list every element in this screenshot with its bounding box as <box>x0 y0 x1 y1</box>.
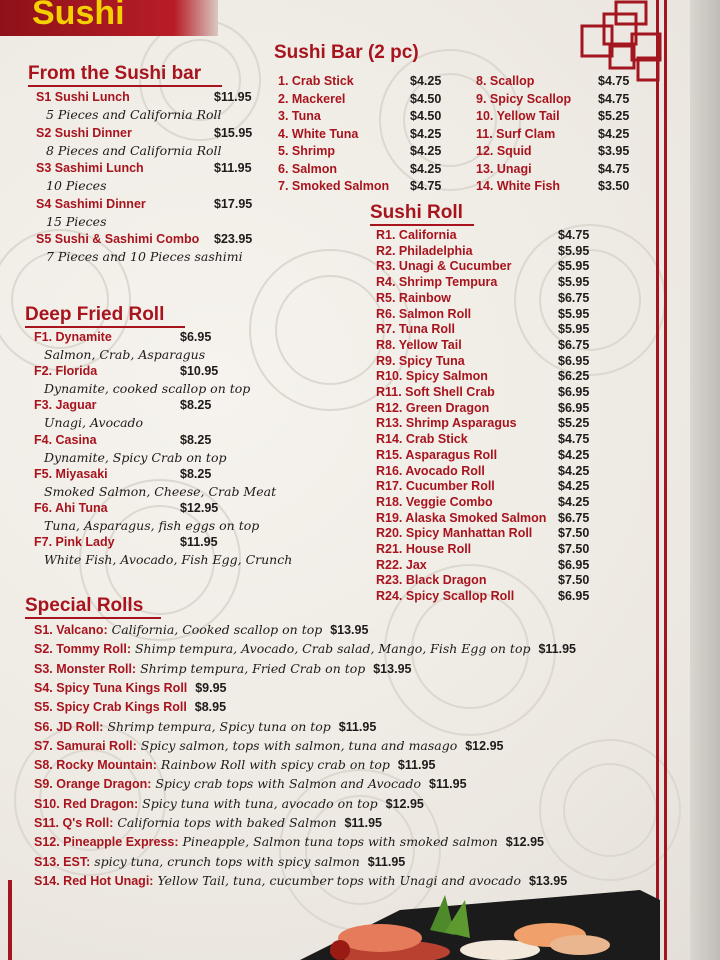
special-roll-name: S5. Spicy Crab Kings Roll <box>34 700 187 715</box>
deep-fried-item-name: F3. Jaguar <box>34 398 97 413</box>
special-roll-name: S10. Red Dragon: <box>34 796 139 811</box>
deep-fried-item-desc: Smoked Salmon, Cheese, Crab Meat <box>44 483 277 499</box>
section-title-sushi-bar: Sushi Bar (2 pc) <box>274 42 419 63</box>
deep-fried-item-desc: Tuna, Asparagus, fish eggs on top <box>44 518 260 533</box>
sushi-roll-item-price: $6.95 <box>558 400 590 415</box>
sushi-bar-item-name: 4. White Tuna <box>278 126 359 141</box>
from-bar-item-desc: 15 Pieces <box>46 213 107 229</box>
deep-fried-item-price: $8.25 <box>180 398 212 413</box>
sushi-roll-item-price: $6.75 <box>558 337 590 352</box>
special-roll-desc: Spicy crab tops with Salmon and Avocado <box>151 776 422 792</box>
special-roll-price: $12.95 <box>385 796 424 811</box>
sushi-bar-item-price: $3.95 <box>598 144 630 158</box>
special-roll-desc: Spicy salmon, tops with salmon, tuna and masago <box>136 737 458 753</box>
deep-fried-item-desc: White Fish, Avocado, Fish Egg, Crunch <box>44 552 293 568</box>
special-roll-row <box>34 719 376 734</box>
special-roll-price: $13.95 <box>528 873 568 888</box>
sushi-bar-item-price: $4.50 <box>410 109 442 123</box>
sushi-roll-item-name: R19. Alaska Smoked Salmon <box>376 510 547 525</box>
sushi-roll-item-price: $7.50 <box>558 542 590 556</box>
sushi-roll-item-price: $7.50 <box>558 526 590 541</box>
from-bar-item-desc: 8 Pieces and California Roll <box>46 142 222 158</box>
from-bar-item-price: $11.95 <box>214 161 252 175</box>
deep-fried-item-name: F6. Ahi Tuna <box>34 501 108 515</box>
sushi-roll-item-price: $6.75 <box>558 290 590 305</box>
sushi-bar-item-name: 5. Shrimp <box>278 144 335 158</box>
sushi-bar-item-name: 2. Mackerel <box>278 91 346 106</box>
special-roll-name: S3. Monster Roll: <box>34 661 137 676</box>
special-roll-price: $11.95 <box>367 854 406 869</box>
from-bar-item-name: S4 Sashimi Dinner <box>36 196 146 211</box>
sushi-bar-item-price: $4.50 <box>410 91 442 106</box>
deep-fried-item-price: $12.95 <box>180 501 219 515</box>
from-bar-item-price: $11.95 <box>214 90 252 104</box>
sushi-bar-item-price: $4.25 <box>410 161 442 176</box>
sushi-bar-item-name: 6. Salmon <box>278 161 338 176</box>
border-line <box>656 0 659 960</box>
special-roll-name: S7. Samurai Roll: <box>34 738 137 753</box>
special-roll-desc: Spicy tuna with tuna, avocado on top <box>138 795 378 811</box>
sushi-roll-item-price: $5.25 <box>558 416 590 431</box>
sushi-roll-item-name: R14. Crab Stick <box>376 432 468 447</box>
from-bar-item-desc: 5 Pieces and California Roll <box>46 107 222 122</box>
special-roll-row <box>34 622 368 637</box>
sushi-roll-item-name: R10. Spicy Salmon <box>376 369 488 384</box>
sushi-roll-item-name: R17. Cucumber Roll <box>376 479 495 494</box>
special-roll-name: S6. JD Roll: <box>34 719 104 734</box>
sushi-bar-item-name: 12. Squid <box>476 144 532 158</box>
sushi-bar-item-name: 11. Surf Clam <box>476 126 556 141</box>
deep-fried-item-desc: Dynamite, cooked scallop on top <box>44 381 251 397</box>
page-title: Sushi <box>32 0 125 32</box>
sushi-roll-item-price: $4.25 <box>558 479 590 494</box>
sushi-roll-item-price: $4.25 <box>558 494 590 509</box>
deep-fried-item-price: $6.95 <box>180 330 212 344</box>
sushi-bar-item-price: $3.50 <box>598 179 630 193</box>
sushi-roll-item-name: R1. California <box>376 228 457 242</box>
from-bar-item-name: S1 Sushi Lunch <box>36 90 130 104</box>
sushi-roll-item-price: $6.25 <box>558 369 590 384</box>
deep-fried-item-price: $8.25 <box>180 466 212 481</box>
interlocking-squares-icon <box>580 0 666 84</box>
special-roll-desc: Pineapple, Salmon tuna tops with smoked salmon <box>178 834 498 850</box>
special-roll-desc: Rainbow Roll with spicy crab on top <box>156 757 390 773</box>
deep-fried-item-desc: Unagi, Avocado <box>44 415 144 431</box>
special-roll-row <box>34 815 382 830</box>
sushi-bar-item-price: $4.75 <box>598 161 630 176</box>
sushi-roll-item-price: $6.75 <box>558 510 590 525</box>
deep-fried-item-desc: Dynamite, Spicy Crab on top <box>44 449 227 465</box>
special-roll-desc: Shimp tempura, Avocado, Crab salad, Mango, Fish Egg on top <box>131 641 531 657</box>
sushi-roll-item-name: R5. Rainbow <box>376 290 452 305</box>
sushi-roll-item-name: R22. Jax <box>376 557 427 572</box>
sushi-roll-item-name: R20. Spicy Manhattan Roll <box>376 526 533 541</box>
from-bar-item-price: $23.95 <box>214 232 253 246</box>
special-roll-price: $12.95 <box>465 738 504 753</box>
sushi-roll-item-price: $5.95 <box>558 243 590 258</box>
sushi-roll-item-price: $4.25 <box>558 463 590 478</box>
sushi-roll-item-name: R12. Green Dragon <box>376 400 490 415</box>
sushi-bar-item-price: $4.75 <box>410 179 442 193</box>
border-line <box>8 880 12 960</box>
sushi-roll-item-price: $5.95 <box>558 275 590 290</box>
from-bar-item-desc: 10 Pieces <box>46 178 107 193</box>
from-bar-item-price: $15.95 <box>214 125 253 140</box>
sushi-roll-item-name: R24. Spicy Scallop Roll <box>376 589 515 604</box>
special-roll-name: S11. Q's Roll: <box>34 816 114 830</box>
special-roll-row <box>34 873 567 888</box>
sushi-roll-item-name: R23. Black Dragon <box>376 573 487 588</box>
sushi-roll-item-price: $6.95 <box>558 353 590 368</box>
from-bar-item-name: S3 Sashimi Lunch <box>36 161 144 175</box>
special-roll-name: S12. Pineapple Express: <box>34 835 179 850</box>
special-roll-row <box>34 641 576 656</box>
sushi-bar-item-name: 9. Spicy Scallop <box>476 91 572 106</box>
special-roll-desc: Shrimp tempura, Fried Crab on top <box>136 660 366 676</box>
special-roll-desc: California tops with baked Salmon <box>113 815 337 830</box>
section-title-underline <box>370 224 474 226</box>
deep-fried-item-name: F7. Pink Lady <box>34 535 115 550</box>
sushi-bar-item-name: 14. White Fish <box>476 179 561 193</box>
special-roll-desc: spicy tuna, crunch tops with spicy salmon <box>90 853 360 869</box>
page-edge <box>690 0 720 960</box>
special-roll-name: S4. Spicy Tuna Kings Roll <box>34 680 188 695</box>
special-roll-price: $11.95 <box>344 816 383 830</box>
sushi-bar-item-name: 8. Scallop <box>476 74 535 88</box>
special-roll-price: $9.95 <box>195 680 227 695</box>
section-title-underline <box>25 326 185 328</box>
sushi-roll-item-name: R15. Asparagus Roll <box>376 447 498 462</box>
sushi-roll-item-price: $7.50 <box>558 573 590 588</box>
special-roll-price: $11.95 <box>397 758 436 773</box>
special-roll-name: S13. EST: <box>34 854 91 869</box>
sushi-bar-item-price: $4.75 <box>598 91 630 106</box>
sushi-roll-item-name: R2. Philadelphia <box>376 243 473 258</box>
sushi-roll-item-price: $5.95 <box>558 259 590 274</box>
sushi-bar-item-name: 7. Smoked Salmon <box>278 179 390 193</box>
section-title-underline <box>28 85 222 87</box>
sushi-bar-item-price: $4.25 <box>598 126 630 141</box>
sushi-roll-item-name: R18. Veggie Combo <box>376 494 493 509</box>
sushi-roll-item-price: $6.95 <box>558 589 590 604</box>
title-banner <box>0 0 218 36</box>
special-roll-price: $13.95 <box>330 623 369 637</box>
special-roll-row <box>34 834 544 849</box>
sushi-bar-item-price: $5.25 <box>598 109 630 123</box>
sushi-bar-item-name: 3. Tuna <box>278 109 321 123</box>
sushi-roll-item-name: R8. Yellow Tail <box>376 337 462 352</box>
section-title-from-bar: From the Sushi bar <box>28 63 202 84</box>
special-roll-desc: California, Cooked scallop on top <box>107 622 323 637</box>
sushi-roll-item-name: R7. Tuna Roll <box>376 322 455 337</box>
sushi-bar-item-name: 1. Crab Stick <box>278 74 354 88</box>
sushi-roll-item-price: $6.95 <box>558 557 590 572</box>
sushi-roll-item-name: R16. Avocado Roll <box>376 463 485 478</box>
sushi-roll-item-price: $6.95 <box>558 385 590 399</box>
special-roll-row <box>34 757 435 772</box>
sushi-roll-item-name: R21. House Roll <box>376 542 472 556</box>
sushi-roll-item-name: R11. Soft Shell Crab <box>376 385 495 399</box>
special-roll-row <box>34 776 467 791</box>
deep-fried-item-price: $8.25 <box>180 432 212 447</box>
from-bar-item-name: S2 Sushi Dinner <box>36 125 132 140</box>
deep-fried-item-desc: Salmon, Crab, Asparagus <box>44 347 206 362</box>
special-roll-row <box>34 738 503 753</box>
sushi-roll-item-price: $4.75 <box>558 228 590 242</box>
special-roll-name: S1. Valcano: <box>34 623 108 637</box>
sushi-roll-item-price: $4.25 <box>558 447 590 462</box>
special-roll-row <box>34 699 226 714</box>
sushi-bar-item-name: 13. Unagi <box>476 161 532 176</box>
sushi-roll-item-name: R6. Salmon Roll <box>376 306 472 321</box>
deep-fried-item-price: $10.95 <box>180 364 219 379</box>
special-roll-price: $8.95 <box>194 700 227 715</box>
special-roll-row <box>34 661 411 676</box>
section-title-underline <box>25 617 161 619</box>
sushi-roll-item-name: R3. Unagi & Cucumber <box>376 259 512 274</box>
sushi-roll-item-price: $5.95 <box>558 322 590 337</box>
special-roll-name: S9. Orange Dragon: <box>34 777 152 792</box>
border-line <box>664 0 667 960</box>
sushi-platter-photo <box>270 890 660 960</box>
section-title-special: Special Rolls <box>25 595 144 616</box>
deep-fried-item-price: $11.95 <box>180 535 218 550</box>
sushi-bar-item-price: $4.25 <box>410 144 442 158</box>
from-bar-item-desc: 7 Pieces and 10 Pieces sashimi <box>46 249 243 264</box>
sushi-bar-item-price: $4.75 <box>598 74 630 88</box>
sushi-bar-item-name: 10. Yellow Tail <box>476 109 560 123</box>
special-roll-row <box>34 796 424 811</box>
special-roll-price: $11.95 <box>538 642 576 657</box>
sushi-roll-item-price: $4.75 <box>558 432 590 447</box>
deep-fried-item-name: F2. Florida <box>34 364 98 379</box>
special-roll-row <box>34 680 227 695</box>
special-roll-price: $11.95 <box>429 777 467 792</box>
special-roll-desc: Shrimp tempura, Spicy tuna on top <box>103 718 331 734</box>
from-bar-item-price: $17.95 <box>214 196 253 211</box>
sushi-roll-item-name: R4. Shrimp Tempura <box>376 275 498 290</box>
special-roll-name: S2. Tommy Roll: <box>34 642 132 657</box>
section-title-sushi-roll: Sushi Roll <box>370 202 463 223</box>
special-roll-desc: Yellow Tail, tuna, cucumber tops with Unagi and avocado <box>153 872 521 888</box>
from-bar-item-name: S5 Sushi & Sashimi Combo <box>36 232 200 246</box>
deep-fried-item-name: F4. Casina <box>34 432 97 447</box>
special-roll-name: S14. Red Hot Unagi: <box>34 873 154 888</box>
special-roll-price: $12.95 <box>505 835 545 850</box>
special-roll-price: $13.95 <box>373 661 412 676</box>
sushi-roll-item-name: R13. Shrimp Asparagus <box>376 416 517 431</box>
section-title-deep-fried: Deep Fried Roll <box>25 304 165 325</box>
special-roll-price: $11.95 <box>338 719 377 734</box>
sushi-bar-item-price: $4.25 <box>410 74 442 88</box>
deep-fried-item-name: F5. Miyasaki <box>34 466 108 481</box>
deep-fried-item-name: F1. Dynamite <box>34 330 112 344</box>
sushi-roll-item-price: $5.95 <box>558 306 590 321</box>
sushi-bar-item-price: $4.25 <box>410 126 442 141</box>
special-roll-name: S8. Rocky Mountain: <box>34 758 157 773</box>
sushi-roll-item-name: R9. Spicy Tuna <box>376 353 465 368</box>
special-roll-row <box>34 854 405 869</box>
